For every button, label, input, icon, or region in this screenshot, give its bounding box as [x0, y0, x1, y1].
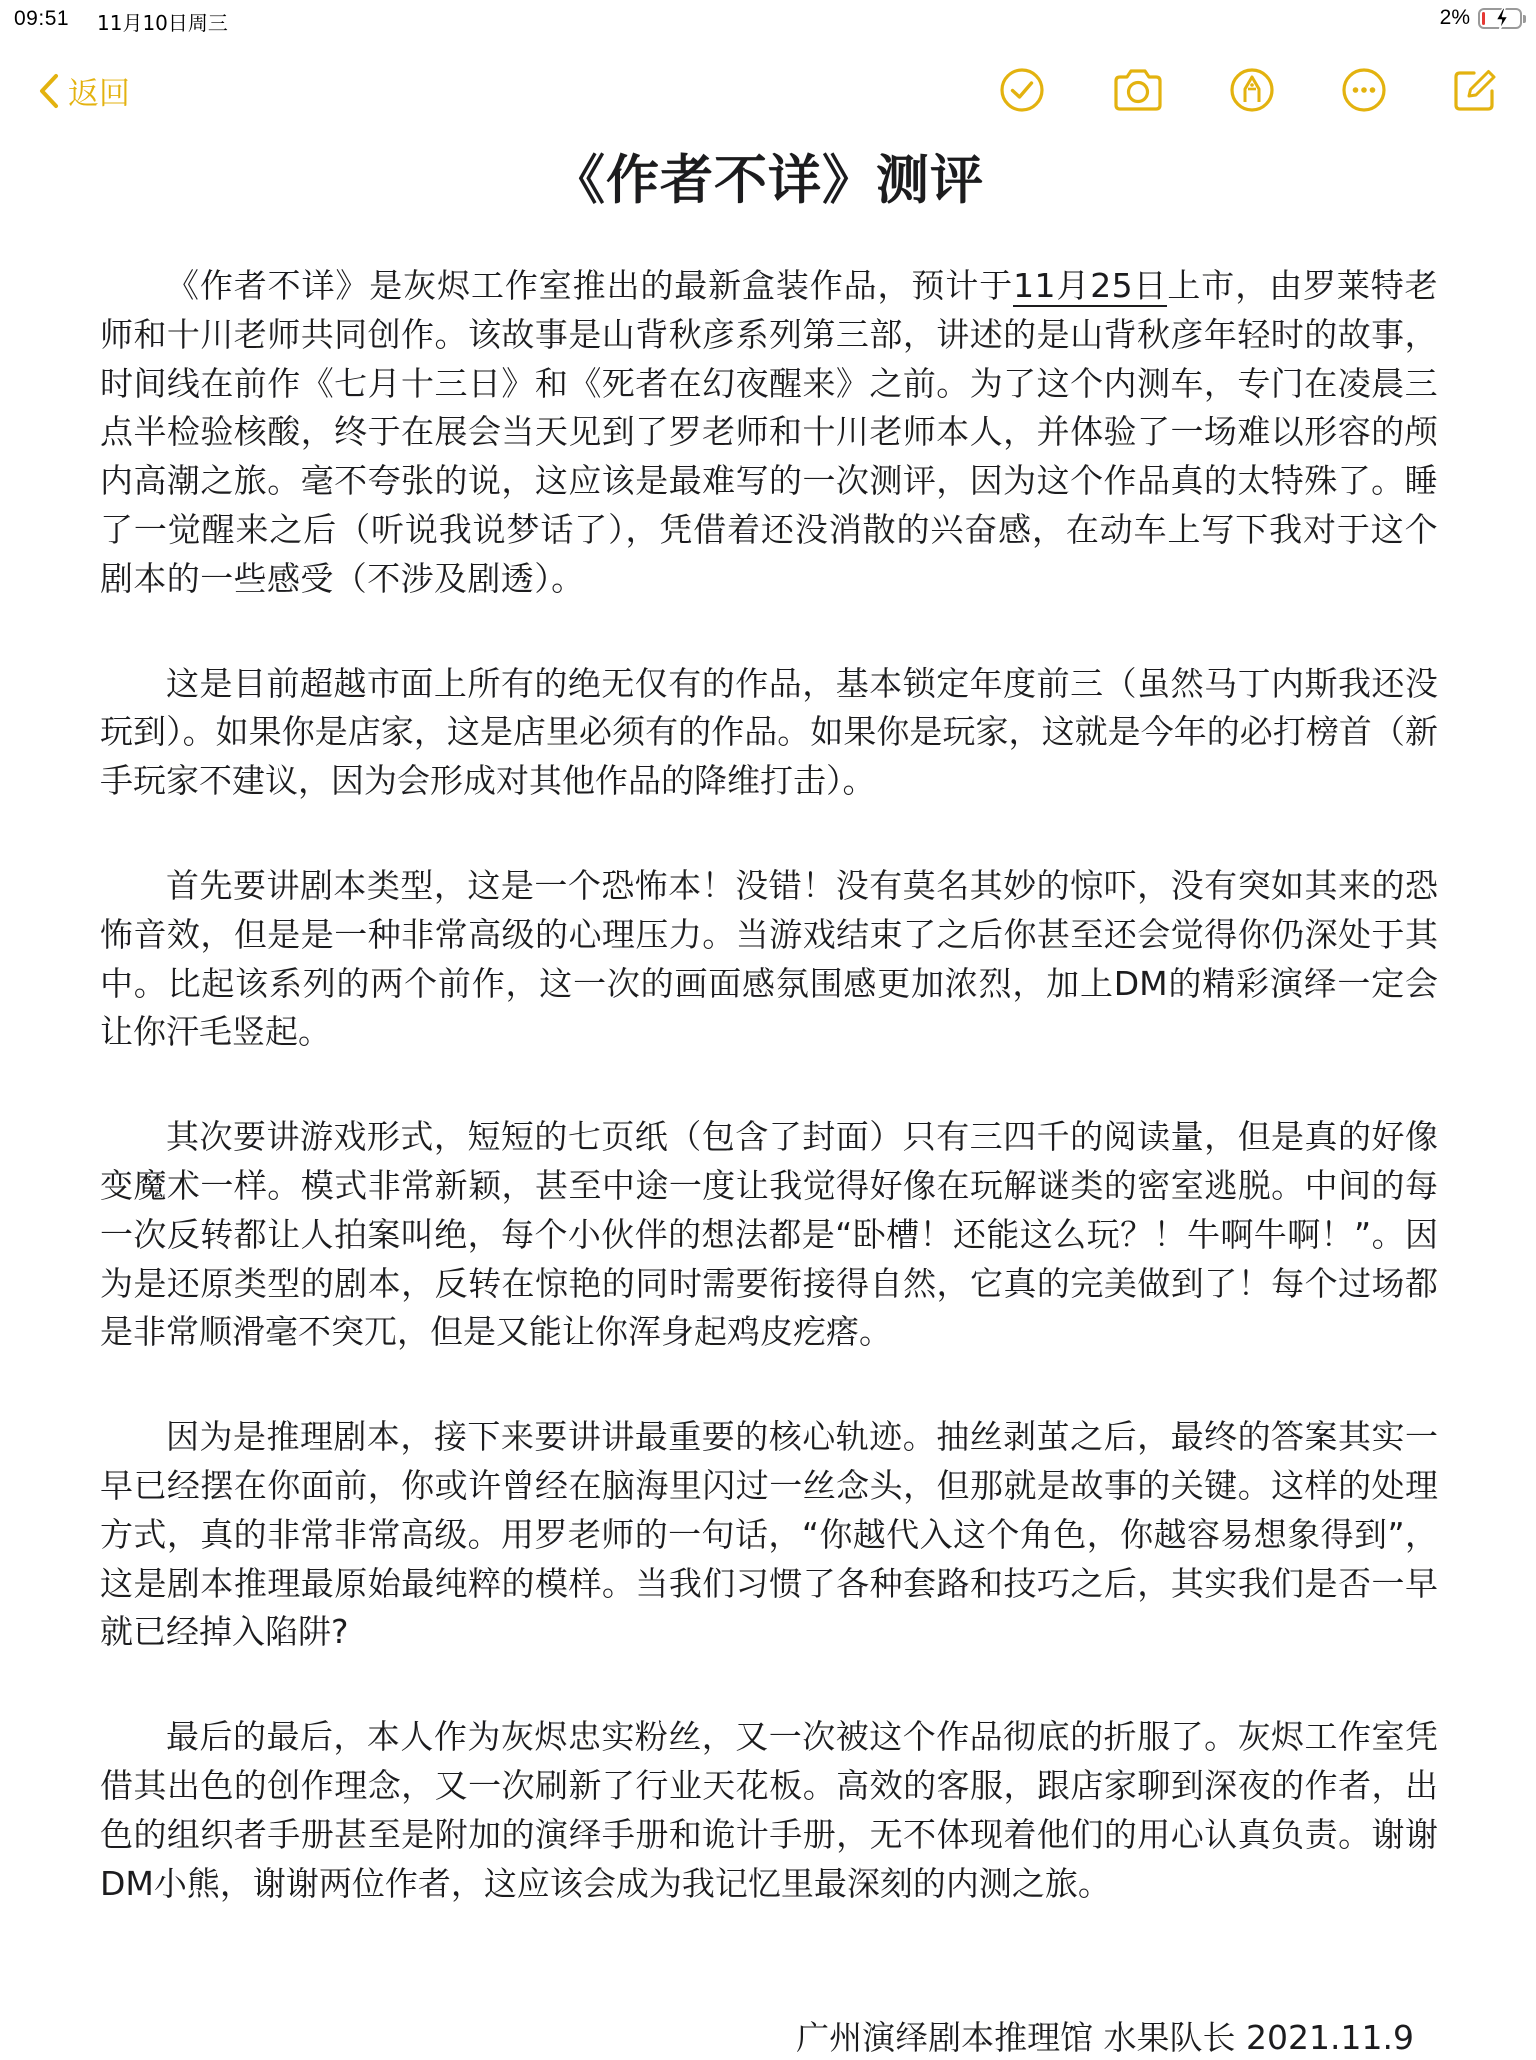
- charging-bolt-icon: [1493, 7, 1511, 31]
- back-label: 返回: [68, 76, 130, 112]
- paragraph-ranking: 这是目前超越市面上所有的绝无仅有的作品，基本锁定年度前三（虽然马丁内斯我还没玩到）。如果你是店家，这是店里必须有的作品。如果你是玩家，这就是今年的必打榜首（新手玩家不建议，因为会形成对其他作品的降维打击）。: [100, 663, 1438, 801]
- release-date-link[interactable]: 11月25日: [1013, 266, 1168, 305]
- battery-icon: [1478, 8, 1522, 29]
- paragraph-intro: [100, 262, 1438, 604]
- battery-percent: 2%: [1439, 6, 1470, 29]
- camera-icon[interactable]: [1110, 64, 1166, 116]
- paragraph-gameplay: 其次要讲游戏形式，短短的七页纸（包含了封面）只有三四千的阅读量，但是真的好像变魔术一样。模式非常新颖，甚至中途一度让我觉得好像在玩解谜类的密室逃脱。中间的每一次反转都让人拍案叫绝，每个小伙伴的想法都是“卧槽！还能这么玩？！牛啊牛啊！”。因为是还原类型的剧本，反转在惊艳的同时需要衔接得自然，它真的完美做到了！每个过场都是非常顺滑毫不突兀，但是又能让你浑身起鸡皮疙瘩。: [100, 1117, 1438, 1352]
- paragraph-intro-lead: 《作者不详》是灰烬工作室推出的最新盒装作品，预计于: [166, 266, 1014, 305]
- paragraph-intro-rest: 上市，由罗莱特老师和十川老师共同创作。该故事是山背秋彦系列第三部，讲述的是山背秋彦年轻时的故事，时间线在前作《七月十三日》和《死者在幻夜醒来》之前。为了这个内测车，专门在凌晨三点半检验核酸，终于在展会当天见到了罗老师和十川老师本人，并体验了一场难以形容的颅内高潮之旅。毫不夸张的说，这应该是最难写的一次测评，因为这个作品真的太特殊了。睡了一觉醒来之后（听说我说梦话了），凭借着还没消散的兴奋感，在动车上写下我对于这个剧本的一些感受（不涉及剧透）。: [100, 266, 1439, 598]
- status-battery-group: [1440, 6, 1522, 30]
- more-icon[interactable]: [1338, 64, 1390, 116]
- note-title[interactable]: 《作者不详》测评: [552, 150, 984, 211]
- paragraph-closing: 最后的最后，本人作为灰烬忠实粉丝，又一次被这个作品彻底的折服了。灰烬工作室凭借其出色的创作理念，又一次刷新了行业天花板。高效的客服，跟店家聊到深夜的作者，出色的组织者手册甚至是附加的演绎手册和诡计手册，无不体现着他们的用心认真负责。谢谢DM小熊，谢谢两位作者，这应该会成为我记忆里最深刻的内测之旅。: [100, 1717, 1438, 1903]
- markup-pen-icon[interactable]: [1226, 64, 1278, 116]
- signature-line: 广州演绎剧本推理馆 水果队长 2021.11.9: [796, 2018, 1414, 2057]
- back-button[interactable]: [38, 68, 130, 113]
- note-body[interactable]: [100, 262, 1438, 1964]
- paragraph-genre: 首先要讲剧本类型，这是一个恐怖本！没错！没有莫名其妙的惊吓，没有突如其来的恐怖音效，但是是一种非常高级的心理压力。当游戏结束了之后你甚至还会觉得你仍深处于其中。比起该系列的两个前作，这一次的画面感氛围感更加浓烈，加上DM的精彩演绎一定会让你汗毛竖起。: [100, 865, 1438, 1052]
- compose-icon[interactable]: [1448, 64, 1500, 116]
- checklist-icon[interactable]: [996, 64, 1048, 116]
- status-date: 11月10日周三: [97, 11, 228, 35]
- paragraph-deduction: 因为是推理剧本，接下来要讲讲最重要的核心轨迹。抽丝剥茧之后，最终的答案其实一早已经摆在你面前，你或许曾经在脑海里闪过一丝念头，但那就是故事的关键。这样的处理方式，真的非常非常高级。用罗老师的一句话，“你越代入这个角色，你越容易想象得到”，这是剧本推理最原始最纯粹的模样。当我们习惯了各种套路和技巧之后，其实我们是否一早就已经掉入陷阱?: [100, 1417, 1438, 1652]
- battery-level-fill: [1482, 12, 1485, 25]
- chevron-left-icon: [38, 73, 60, 109]
- status-time: 09:51: [14, 7, 70, 30]
- notes-toolbar: [0, 58, 1536, 128]
- status-bar: [0, 0, 1536, 40]
